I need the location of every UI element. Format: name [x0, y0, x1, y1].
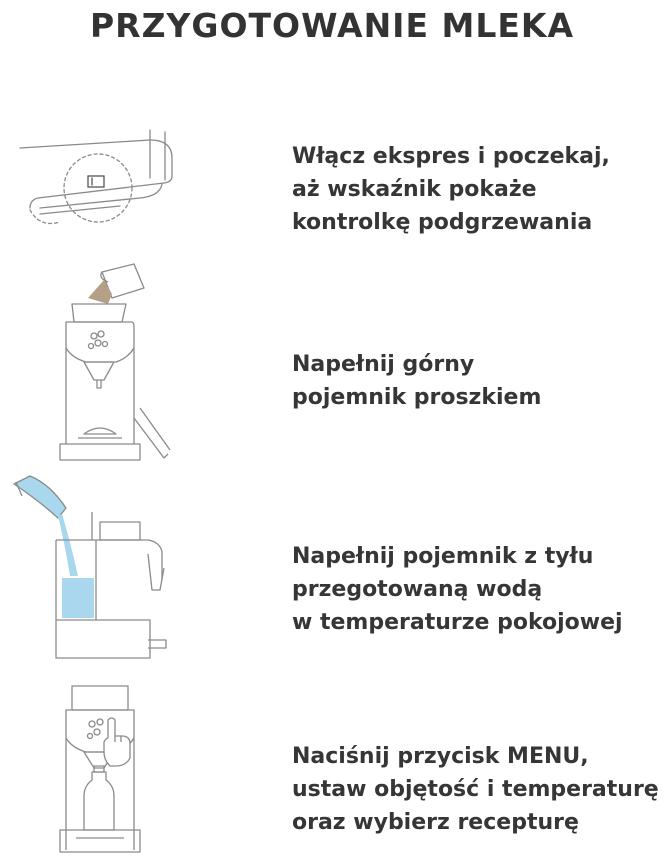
step-text-line: Napełnij pojemnik z tyłu [292, 544, 594, 569]
menu-button-press-icon [0, 680, 180, 864]
step-text-line: Włącz ekspres i poczekaj, [292, 144, 610, 169]
step-2-text [292, 348, 541, 414]
step-1-text [292, 140, 610, 239]
step-text-line: przegotowaną wodą [292, 577, 543, 602]
step-text-line: ustaw objętość i temperaturę [292, 777, 659, 802]
step-text-line: pojemnik proszkiem [292, 385, 542, 410]
step-text-line: Napełnij górny [292, 352, 475, 377]
water-pour-icon [0, 470, 180, 670]
step-text-line: Naciśnij przycisk MENU, [292, 744, 589, 769]
step-1 [0, 118, 664, 248]
step-text-line: kontrolkę podgrzewania [292, 210, 593, 235]
step-text-line: w temperaturze pokojowej [292, 610, 623, 635]
step-4-text [292, 740, 659, 839]
machine-indicator-light-icon [0, 118, 180, 248]
step-3-text [292, 540, 623, 639]
step-4 [0, 680, 664, 864]
step-text-line: oraz wybierz recepturę [292, 810, 579, 835]
step-3 [0, 470, 664, 670]
page-title: PRZYGOTOWANIE MLEKA [89, 6, 575, 45]
powder-pour-icon [0, 258, 180, 468]
step-text-line: aż wskaźnik pokaże [292, 177, 537, 202]
step-2 [0, 258, 664, 468]
